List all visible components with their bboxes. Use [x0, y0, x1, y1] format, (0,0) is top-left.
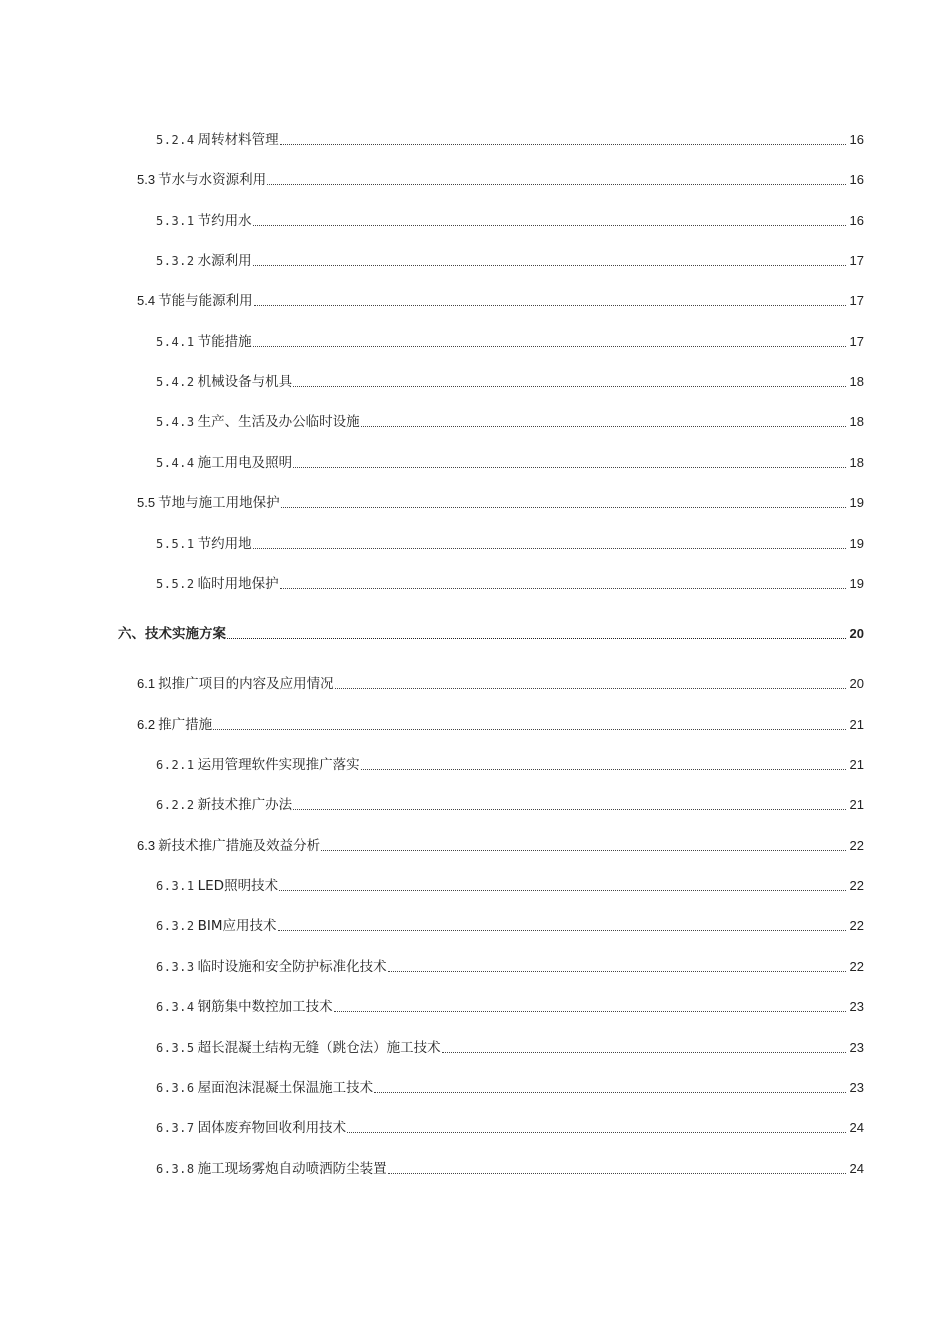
entry-number: 5.5.2 — [156, 577, 195, 591]
page-number: 23 — [849, 1080, 864, 1095]
entry-number: 6.2 — [137, 717, 156, 732]
dot-leader — [361, 769, 846, 770]
entry-title: 节能措施 — [197, 334, 252, 350]
entry-number: 6.2.1 — [156, 758, 195, 772]
toc-entry[interactable] — [156, 534, 864, 554]
entry-number: 5.3.2 — [156, 254, 195, 268]
page-number: 17 — [849, 334, 864, 349]
toc-entry[interactable] — [156, 755, 864, 775]
page-number: 17 — [849, 253, 864, 268]
entry-number: 6.3.7 — [156, 1121, 195, 1135]
entry-number: 6.3.6 — [156, 1081, 195, 1095]
dot-leader — [293, 467, 846, 468]
toc-entry[interactable] — [156, 574, 864, 594]
page-number: 22 — [849, 838, 864, 853]
page-number: 21 — [849, 757, 864, 772]
entry-number: 5.4.3 — [156, 415, 195, 429]
toc-entry[interactable] — [156, 251, 864, 271]
entry-title: 屋面泡沫混凝土保温施工技术 — [197, 1080, 374, 1096]
dot-leader — [253, 265, 846, 266]
entry-number: 5.2.4 — [156, 133, 195, 147]
toc-entry[interactable] — [156, 1159, 864, 1179]
page-number: 18 — [849, 414, 864, 429]
toc-entry[interactable] — [156, 1038, 864, 1058]
page-number: 21 — [849, 797, 864, 812]
dot-leader — [253, 548, 846, 549]
entry-title: 节水与水资源利用 — [158, 172, 267, 188]
dot-leader — [293, 386, 846, 387]
page-number: 19 — [849, 536, 864, 551]
page-number: 23 — [849, 1040, 864, 1055]
toc-entry[interactable] — [156, 412, 864, 432]
dot-leader — [442, 1052, 846, 1053]
page-number: 22 — [849, 959, 864, 974]
entry-title: 钢筋集中数控加工技术 — [197, 999, 333, 1015]
entry-number: 5.4 — [137, 293, 156, 308]
entry-title: LED照明技术 — [197, 878, 279, 894]
page-number: 20 — [849, 626, 864, 641]
entry-title: 临时用地保护 — [197, 576, 279, 592]
entry-number: 6.3 — [137, 838, 156, 853]
entry-title: 新技术推广措施及效益分析 — [158, 838, 321, 854]
entry-title: 节约用水 — [197, 213, 252, 229]
chapter-title: 六、技术实施方案 — [118, 626, 226, 642]
toc-entry[interactable] — [137, 715, 864, 735]
toc-entry[interactable] — [156, 453, 864, 473]
toc-entry[interactable] — [137, 493, 864, 513]
dot-leader — [254, 305, 846, 306]
entry-number: 6.3.5 — [156, 1041, 195, 1055]
dot-leader — [267, 184, 846, 185]
entry-title: 机械设备与机具 — [197, 374, 293, 390]
dot-leader — [279, 890, 846, 891]
dot-leader — [281, 507, 846, 508]
dot-leader — [213, 729, 846, 730]
page-number: 17 — [849, 293, 864, 308]
dot-leader — [253, 346, 846, 347]
page-number: 19 — [849, 495, 864, 510]
dot-leader — [321, 850, 846, 851]
entry-title: 节约用地 — [197, 536, 252, 552]
page-number: 18 — [849, 455, 864, 470]
page-number: 22 — [849, 918, 864, 933]
entry-number: 6.2.2 — [156, 798, 195, 812]
page-number: 21 — [849, 717, 864, 732]
page-number: 18 — [849, 374, 864, 389]
dot-leader — [347, 1132, 846, 1133]
page-number: 16 — [849, 213, 864, 228]
entry-number: 5.4.1 — [156, 335, 195, 349]
page-number: 19 — [849, 576, 864, 591]
entry-number: 6.3.3 — [156, 960, 195, 974]
entry-title: 固体废弃物回收利用技术 — [197, 1120, 347, 1136]
entry-title: 节地与施工用地保护 — [158, 495, 280, 511]
toc-entry[interactable] — [156, 332, 864, 352]
entry-title: 超长混凝土结构无缝（跳仓法）施工技术 — [197, 1040, 441, 1056]
toc-entry[interactable] — [156, 876, 864, 896]
page-number: 16 — [849, 172, 864, 187]
toc-entry[interactable] — [137, 674, 864, 694]
entry-number: 6.3.1 — [156, 879, 195, 893]
dot-leader — [293, 809, 846, 810]
entry-number: 5.5 — [137, 495, 156, 510]
page-number: 22 — [849, 878, 864, 893]
toc-entry[interactable] — [137, 836, 864, 856]
toc-entry[interactable] — [156, 1078, 864, 1098]
toc-entry[interactable] — [156, 211, 864, 231]
entry-number: 5.3.1 — [156, 214, 195, 228]
entry-title: 节能与能源利用 — [158, 293, 253, 309]
toc-entry[interactable] — [137, 170, 864, 190]
entry-number: 6.3.8 — [156, 1162, 195, 1176]
dot-leader — [361, 426, 846, 427]
page-number: 24 — [849, 1120, 864, 1135]
entry-title: 运用管理软件实现推广落实 — [197, 757, 360, 773]
entry-title: 生产、生活及办公临时设施 — [197, 414, 360, 430]
entry-title: BIM应用技术 — [197, 918, 277, 934]
dot-leader — [334, 1011, 846, 1012]
entry-number: 6.3.4 — [156, 1000, 195, 1014]
entry-number: 5.4.2 — [156, 375, 195, 389]
entry-title: 拟推广项目的内容及应用情况 — [158, 676, 334, 692]
entry-number: 6.3.2 — [156, 919, 195, 933]
toc-entry[interactable] — [156, 957, 864, 977]
entry-title: 新技术推广办法 — [197, 797, 293, 813]
toc-entry[interactable] — [156, 795, 864, 815]
dot-leader — [280, 144, 846, 145]
page-number: 20 — [849, 676, 864, 691]
dot-leader — [374, 1092, 846, 1093]
dot-leader — [227, 638, 846, 639]
toc-entry[interactable] — [156, 916, 864, 936]
toc-entry[interactable] — [156, 1118, 864, 1138]
dot-leader — [278, 930, 846, 931]
entry-number: 6.1 — [137, 676, 156, 691]
dot-leader — [388, 1173, 846, 1174]
entry-title: 施工用电及照明 — [197, 455, 293, 471]
entry-title: 临时设施和安全防护标准化技术 — [197, 959, 387, 975]
page-number: 16 — [849, 132, 864, 147]
toc-entry[interactable] — [156, 372, 864, 392]
dot-leader — [335, 688, 846, 689]
dot-leader — [280, 588, 846, 589]
entry-title: 施工现场雾炮自动喷洒防尘装置 — [197, 1161, 387, 1177]
entry-title: 推广措施 — [158, 717, 213, 733]
entry-number: 5.3 — [137, 172, 156, 187]
entry-title: 水源利用 — [197, 253, 252, 269]
toc-chapter-entry[interactable] — [118, 624, 864, 644]
page-number: 24 — [849, 1161, 864, 1176]
toc-entry[interactable] — [156, 997, 864, 1017]
dot-leader — [253, 225, 846, 226]
toc-entry[interactable] — [137, 291, 864, 311]
entry-title: 周转材料管理 — [197, 132, 279, 148]
dot-leader — [388, 971, 846, 972]
entry-number: 5.5.1 — [156, 537, 195, 551]
page-number: 23 — [849, 999, 864, 1014]
toc-entry[interactable] — [156, 130, 864, 150]
entry-number: 5.4.4 — [156, 456, 195, 470]
